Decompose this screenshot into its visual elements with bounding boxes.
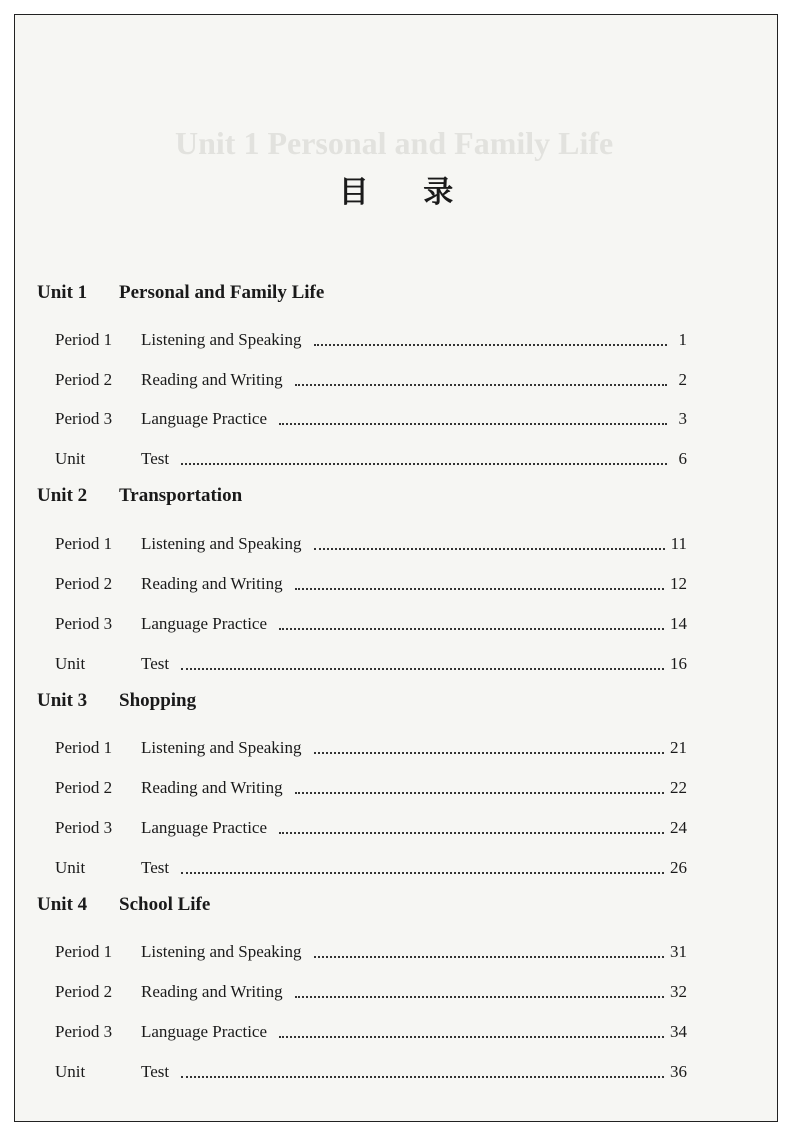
page-title: 目 录 [338,175,476,210]
page-number: 6 [678,449,687,468]
page-number: 31 [670,942,687,961]
toc-entry[interactable]: Period 2 Reading and Writing 22 [55,778,687,797]
toc-entry[interactable]: Period 1 Listening and Speaking 1 [55,330,687,349]
dot-leader [181,872,664,874]
document-page [14,14,778,1122]
dot-leader [181,1076,664,1078]
page-number: 11 [670,534,687,553]
toc-entry[interactable]: Period 1 Listening and Speaking 11 [55,534,687,553]
page-number: 21 [670,738,687,757]
toc-entry[interactable]: Unit Test 36 [55,1062,687,1081]
dot-leader [279,423,667,425]
dot-leader [181,668,664,670]
page-number: 16 [670,654,687,673]
toc-entry[interactable]: Period 3 Language Practice 34 [55,1022,687,1041]
page-number: 14 [670,614,687,633]
page-number: 26 [670,858,687,877]
toc-entry[interactable]: Unit Test 16 [55,654,687,673]
toc-entry[interactable]: Period 3 Language Practice 24 [55,818,687,837]
page-number: 1 [678,330,687,349]
unit-4-heading: Unit 4 School Life [37,894,211,915]
toc-entry[interactable]: Unit Test 26 [55,858,687,877]
page-number: 34 [670,1022,687,1041]
page-number: 36 [670,1062,687,1081]
dot-leader [279,628,664,630]
unit-1-heading: Unit 1 Personal and Family Life [37,282,325,303]
page-number: 12 [670,574,687,593]
toc-entry[interactable]: Period 1 Listening and Speaking 21 [55,738,687,757]
toc-entry[interactable]: Period 2 Reading and Writing 2 [55,370,687,389]
page-number: 24 [670,818,687,837]
dot-leader [295,384,667,386]
page-number: 3 [678,409,687,428]
page-number: 32 [670,982,687,1001]
dot-leader [314,956,664,958]
dot-leader [279,832,664,834]
toc-entry[interactable]: Period 2 Reading and Writing 12 [55,574,687,593]
dot-leader [295,588,664,590]
dot-leader [279,1036,664,1038]
dot-leader [314,752,664,754]
toc-entry[interactable]: Period 1 Listening and Speaking 31 [55,942,687,961]
toc-entry[interactable]: Period 3 Language Practice 3 [55,409,687,428]
dot-leader [181,463,667,465]
dot-leader [295,792,664,794]
page-number: 22 [670,778,687,797]
dot-leader [314,344,667,346]
bleed-through-text: Unit 1 Personal and Family Life [175,125,614,161]
unit-3-heading: Unit 3 Shopping [37,690,197,711]
toc-entry[interactable]: Period 2 Reading and Writing 32 [55,982,687,1001]
unit-2-heading: Unit 2 Transportation [37,485,243,506]
toc-entry[interactable]: Period 3 Language Practice 14 [55,614,687,633]
toc-entry[interactable]: Unit Test 6 [55,449,687,468]
page-number: 2 [678,370,687,389]
dot-leader [314,548,665,550]
dot-leader [295,996,664,998]
